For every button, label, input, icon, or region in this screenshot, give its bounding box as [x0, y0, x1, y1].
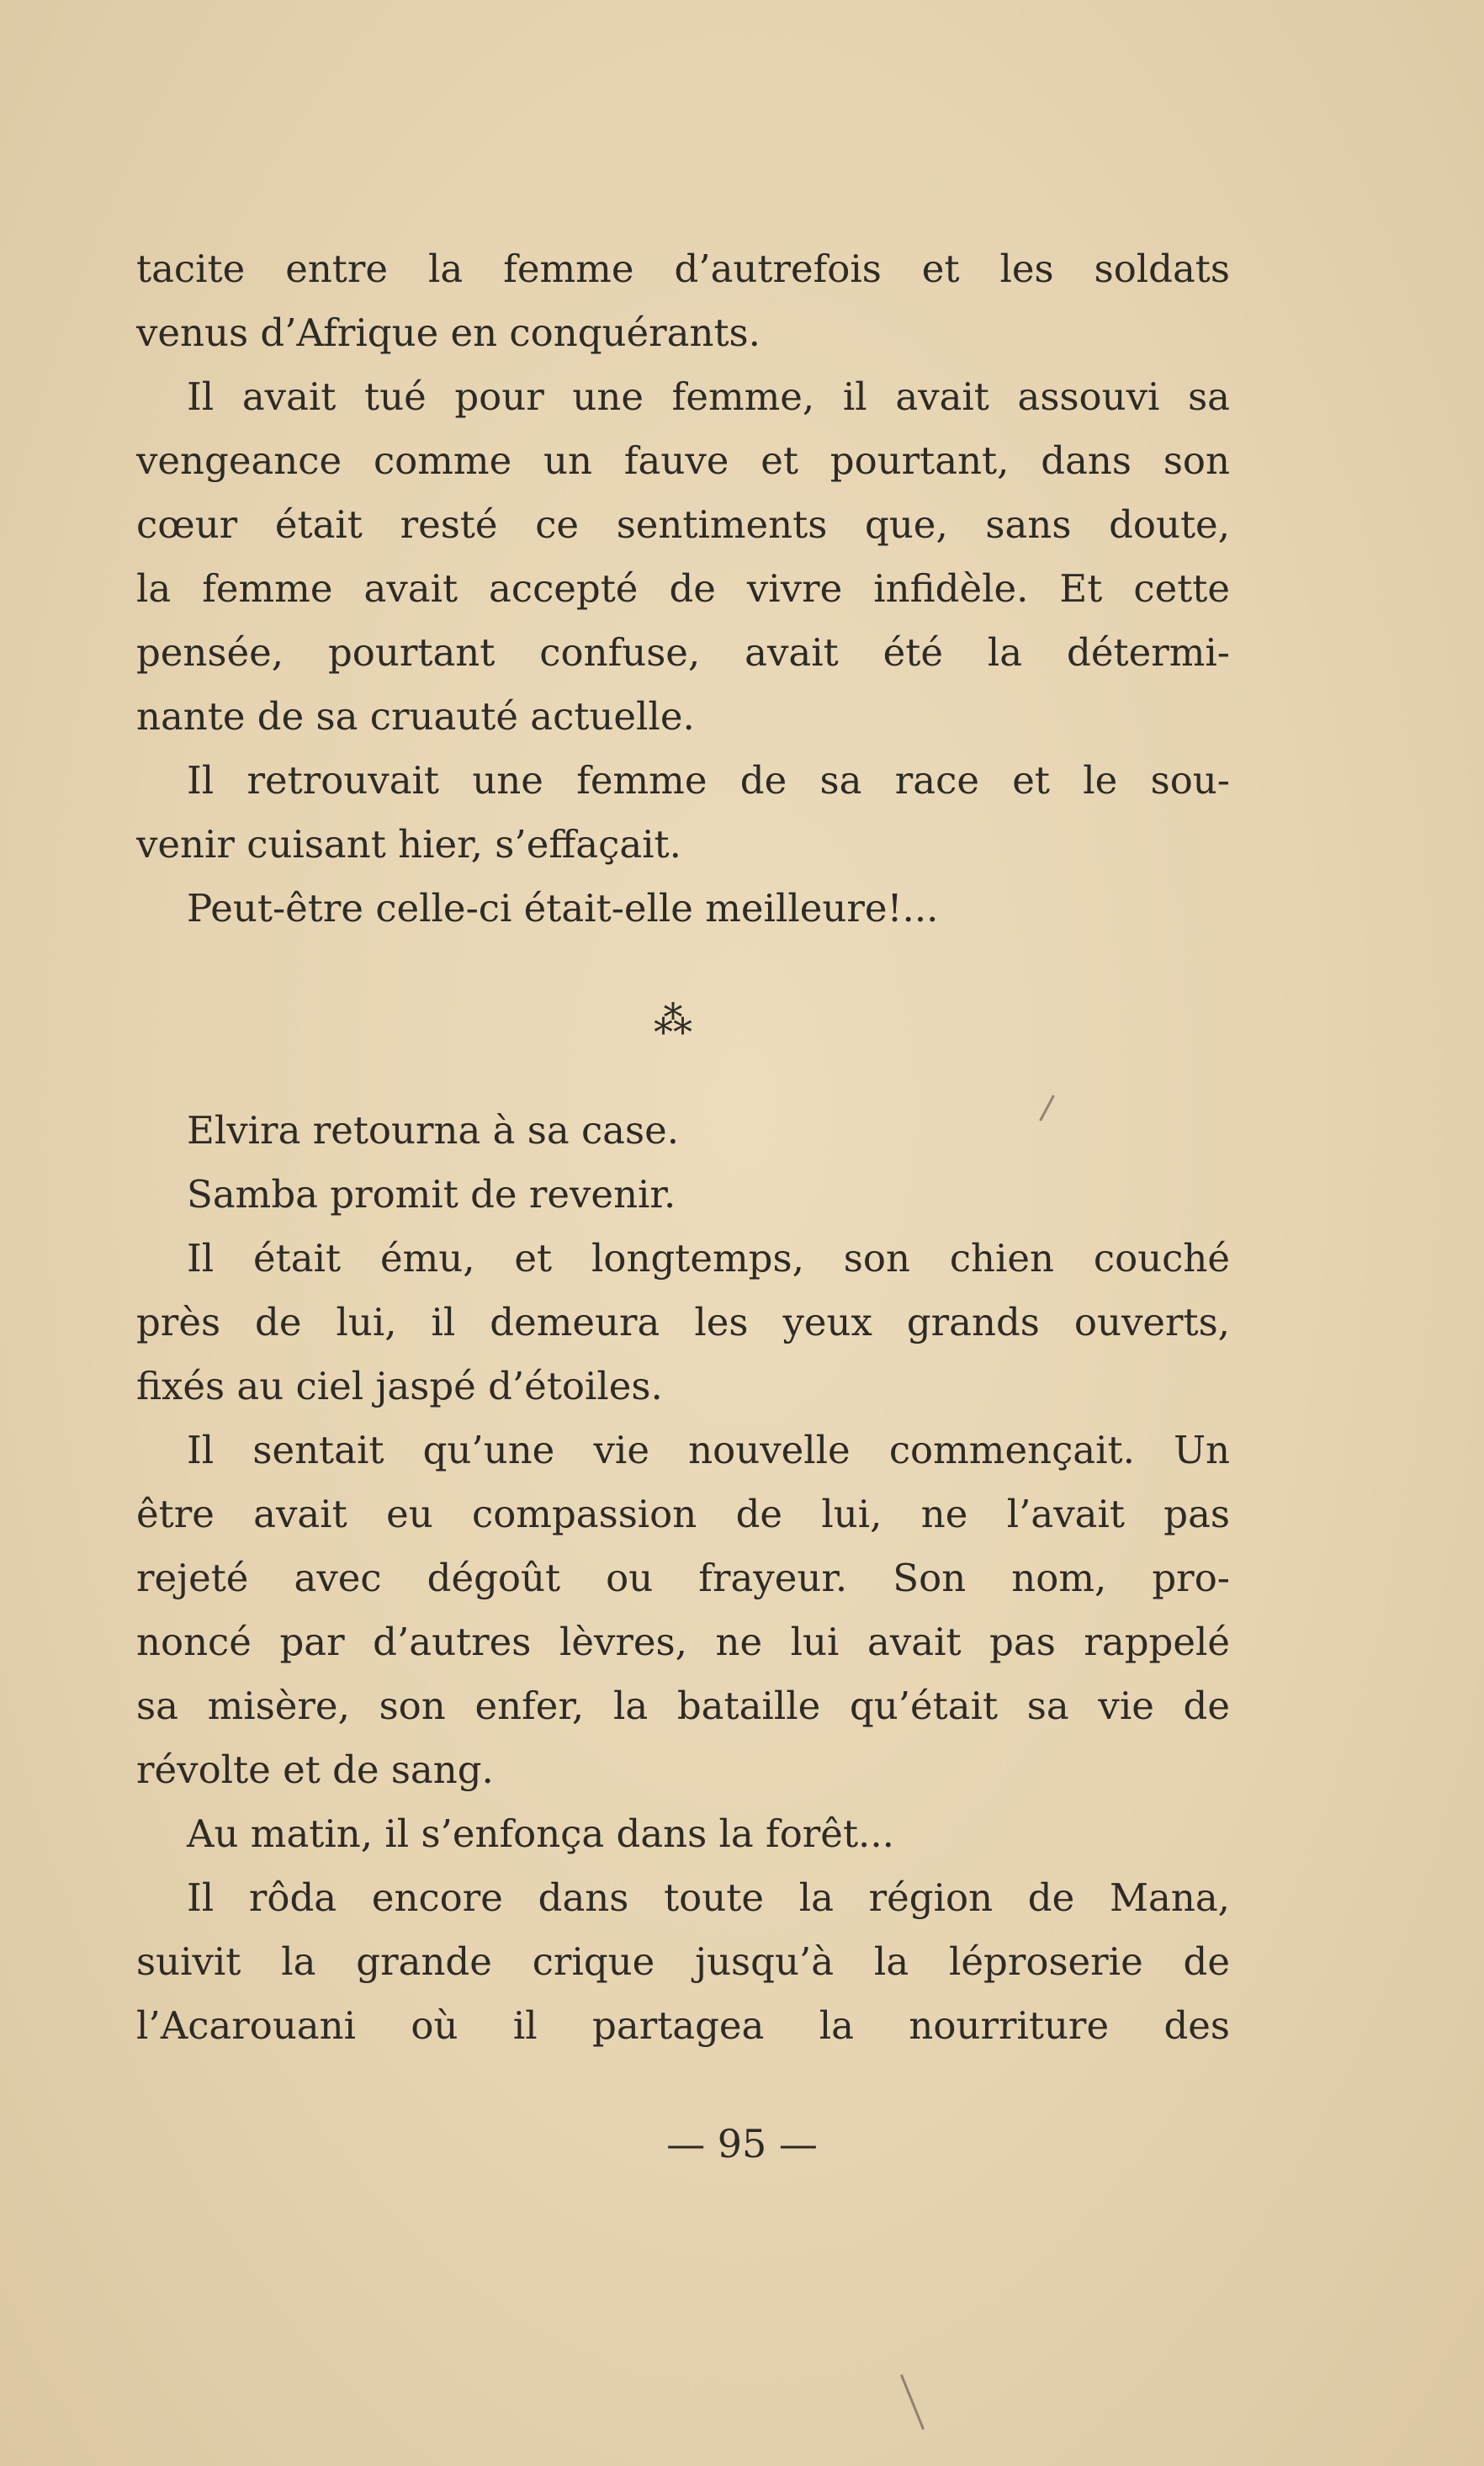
text-line: venus d’Afrique en conquérants. — [136, 310, 761, 355]
text-line: être avait eu compassion de lui, ne l’avait pas — [136, 1492, 1230, 1536]
text-line: Samba promit de revenir. — [187, 1172, 676, 1217]
text-line: Il avait tué pour une femme, il avait assouvi sa — [187, 374, 1230, 419]
text-line: fixés au ciel jaspé d’étoiles. — [136, 1364, 663, 1408]
text-line: noncé par d’autres lèvres, ne lui avait pas rappelé — [136, 1620, 1230, 1664]
text-line: près de lui, il demeura les yeux grands ouverts, — [136, 1300, 1230, 1344]
page-number: — 95 — — [666, 2121, 818, 2166]
text-line: venir cuisant hier, s’effaçait. — [136, 822, 681, 867]
text-line: Au matin, il s’enfonça dans la forêt... — [187, 1811, 894, 1856]
text-line: Il était ému, et longtemps, son chien couché — [187, 1236, 1230, 1281]
asterism-glyph: ⁂ — [654, 997, 692, 1042]
text-line: Il sentait qu’une vie nouvelle commençait. Un — [187, 1428, 1230, 1472]
text-line: l’Acarouani où il partagea la nourriture des — [136, 2003, 1230, 2048]
text-line: Il rôda encore dans toute la région de Mana, — [187, 1875, 1230, 1920]
text-line: révolte et de sang. — [136, 1747, 494, 1792]
text-line: tacite entre la femme d’autrefois et les soldats — [136, 247, 1230, 291]
text-line: la femme avait accepté de vivre infidèle. Et cette — [136, 566, 1230, 611]
text-line: Elvira retourna à sa case. — [187, 1108, 680, 1153]
text-line: pensée, pourtant confuse, avait été la détermi- — [136, 630, 1230, 675]
text-line: vengeance comme un fauve et pourtant, dans son — [136, 438, 1230, 483]
text-line: Il retrouvait une femme de sa race et le sou- — [187, 758, 1230, 803]
text-line: cœur était resté ce sentiments que, sans doute, — [136, 502, 1230, 547]
asterism-separator — [648, 994, 698, 1045]
text-line: sa misère, son enfer, la bataille qu’était sa vie de — [136, 1684, 1230, 1728]
text-line: Peut-être celle-ci était-elle meilleure!... — [187, 886, 939, 931]
stray-mark — [900, 2374, 925, 2430]
text-line: rejeté avec dégoût ou frayeur. Son nom, pro- — [136, 1556, 1230, 1600]
text-line: suivit la grande crique jusqu’à la léproserie de — [136, 1939, 1230, 1984]
text-line: nante de sa cruauté actuelle. — [136, 694, 695, 739]
